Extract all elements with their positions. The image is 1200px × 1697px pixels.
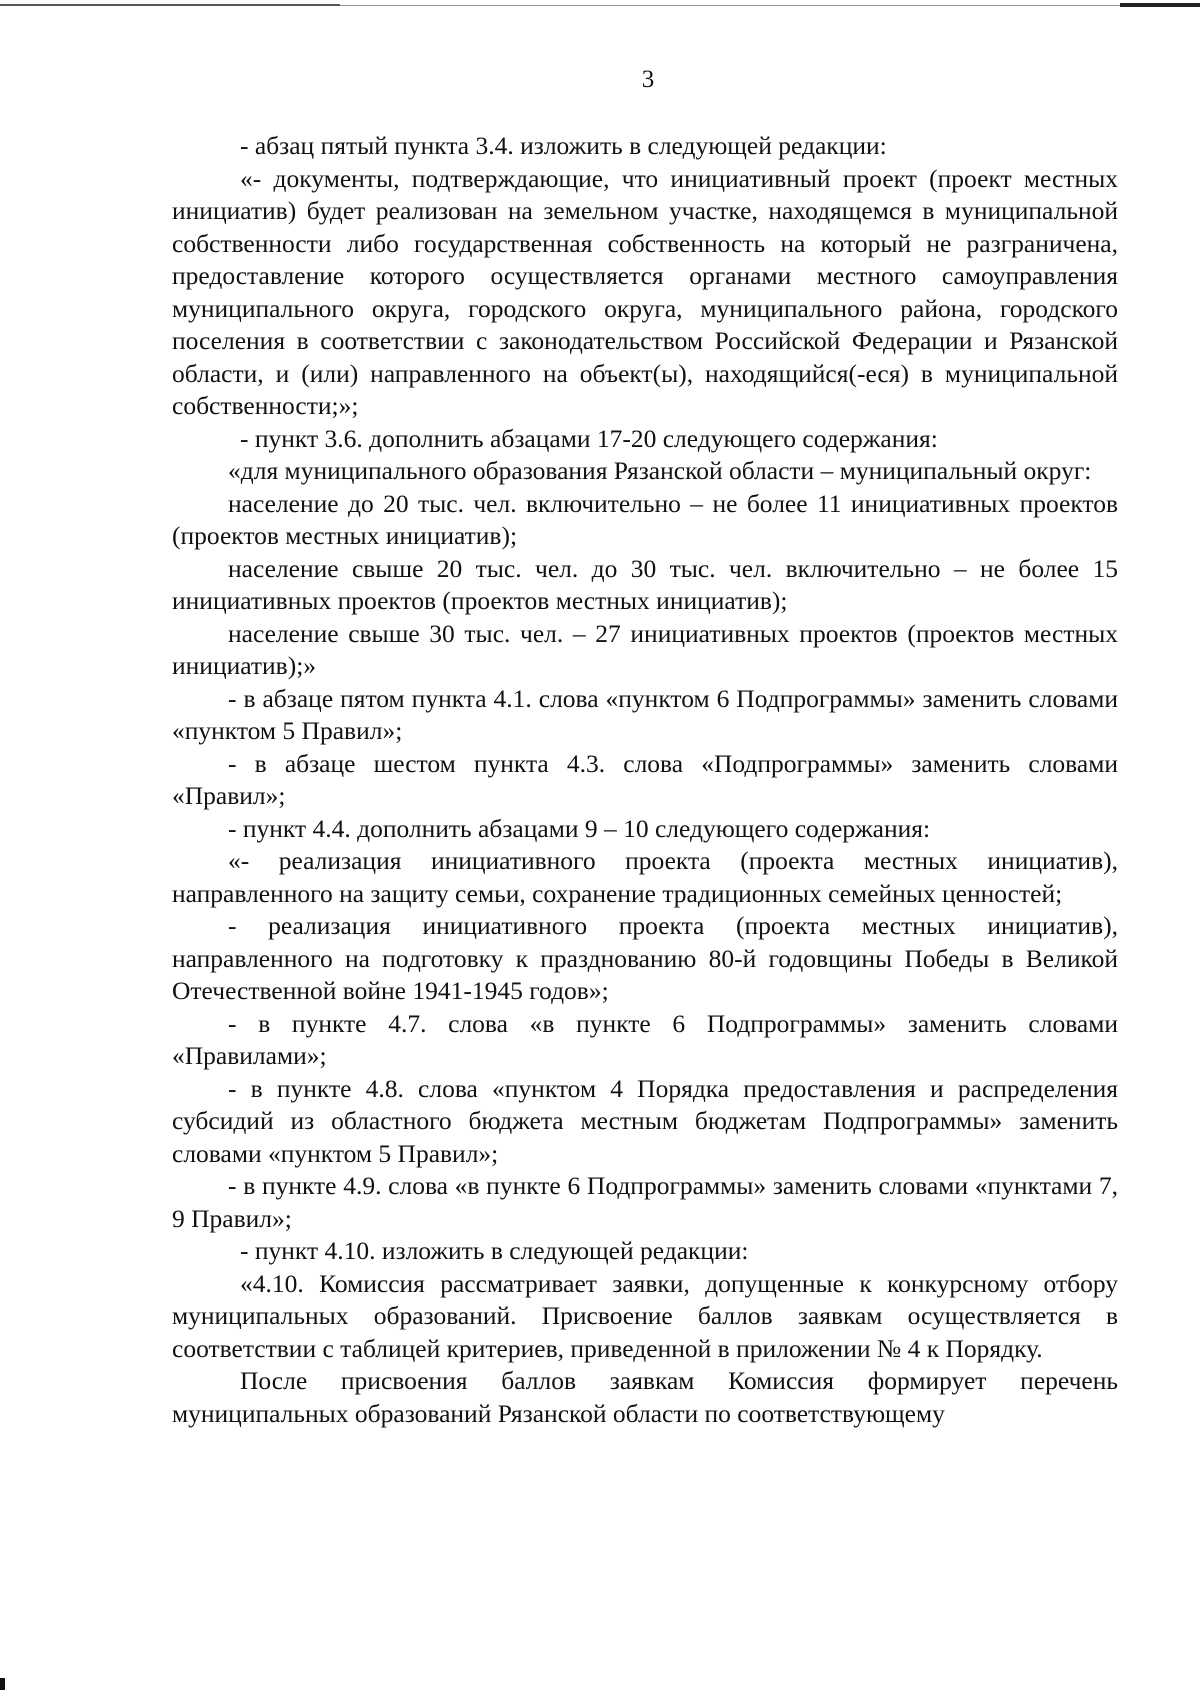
document-body xyxy=(172,130,1118,1430)
quoted-paragraph: «- реализация инициативного проекта (проекта местных инициатив), направленного на защиту семьи, сохранение традиционных семейных ценностей; xyxy=(172,846,1118,908)
scan-line xyxy=(0,4,340,6)
quoted-paragraph: - реализация инициативного проекта (проекта местных инициатив), направленного на подготовку к празднованию 80-й годовщины Победы в Великой Отечественной войне 1941-1945 годов»; xyxy=(172,911,1118,1005)
scan-line xyxy=(340,5,1120,6)
amendment-paragraph: - пункт 4.10. изложить в следующей редакции: xyxy=(240,1236,749,1265)
quoted-paragraph: население свыше 30 тыс. чел. – 27 инициативных проектов (проектов местных инициатив);» xyxy=(172,618,1118,680)
quoted-paragraph: население свыше 20 тыс. чел. до 30 тыс. чел. включительно – не более 15 инициативных проектов (проектов местных инициатив); xyxy=(172,553,1118,615)
amendment-paragraph: - в пункте 4.8. слова «пунктом 4 Порядка предоставления и распределения субсидий из областного бюджета местным бюджетам Подпрограммы» заменить словами «пунктом 5 Правил»; xyxy=(172,1073,1118,1168)
amendment-paragraph: - в пункте 4.7. слова «в пункте 6 Подпрограммы» заменить словами «Правилами»; xyxy=(172,1008,1118,1070)
scan-mark xyxy=(0,1678,5,1690)
amendment-paragraph: - пункт 3.6. дополнить абзацами 17-20 следующего содержания: xyxy=(240,423,938,453)
quoted-paragraph: «для муниципального образования Рязанской области – муниципальный округ: xyxy=(228,456,1092,485)
quoted-paragraph: «4.10. Комиссия рассматривает заявки, допущенные к конкурсному отбору муниципальных образований. Присвоение баллов заявкам осуществляется в соответствии с таблицей критериев, приведенной в приложении № 4 к Порядку. xyxy=(172,1268,1118,1363)
page-number: 3 xyxy=(641,66,655,93)
scan-top-edge xyxy=(0,0,1200,10)
amendment-paragraph: - в пункте 4.9. слова «в пункте 6 Подпрограммы» заменить словами «пунктами 7, 9 Правил»; xyxy=(172,1171,1118,1233)
amendment-paragraph: - в абзаце шестом пункта 4.3. слова «Подпрограммы» заменить словами «Правил»; xyxy=(172,748,1118,810)
scan-line xyxy=(1120,3,1200,7)
amendment-paragraph: - абзац пятый пункта 3.4. изложить в следующей редакции: xyxy=(240,131,887,160)
quoted-paragraph: население до 20 тыс. чел. включительно – не более 11 инициативных проектов (проектов местных инициатив); xyxy=(172,488,1118,550)
amendment-paragraph: - в абзаце пятом пункта 4.1. слова «пунктом 6 Подпрограммы» заменить словами «пунктом 5 Правил»; xyxy=(172,683,1118,745)
quoted-paragraph: «- документы, подтверждающие, что инициативный проект (проект местных инициатив) будет реализован на земельном участке, находящемся в муниципальной собственности либо государственная собственность на который не разграничена, предоставление которого осуществляется органами местного самоуправления муниципального округа, городского округа, муниципального района, городского поселения в соответствии с законодательством Российской Федерации и Рязанской области, и (или) направленного на объект(ы), находящийся(-еся) в муниципальной собственности;»; xyxy=(172,163,1118,420)
amendment-paragraph: - пункт 4.4. дополнить абзацами 9 – 10 следующего содержания: xyxy=(228,813,931,843)
quoted-paragraph: После присвоения баллов заявкам Комиссия формирует перечень муниципальных образований Рязанской области по соответствующему xyxy=(172,1366,1118,1428)
